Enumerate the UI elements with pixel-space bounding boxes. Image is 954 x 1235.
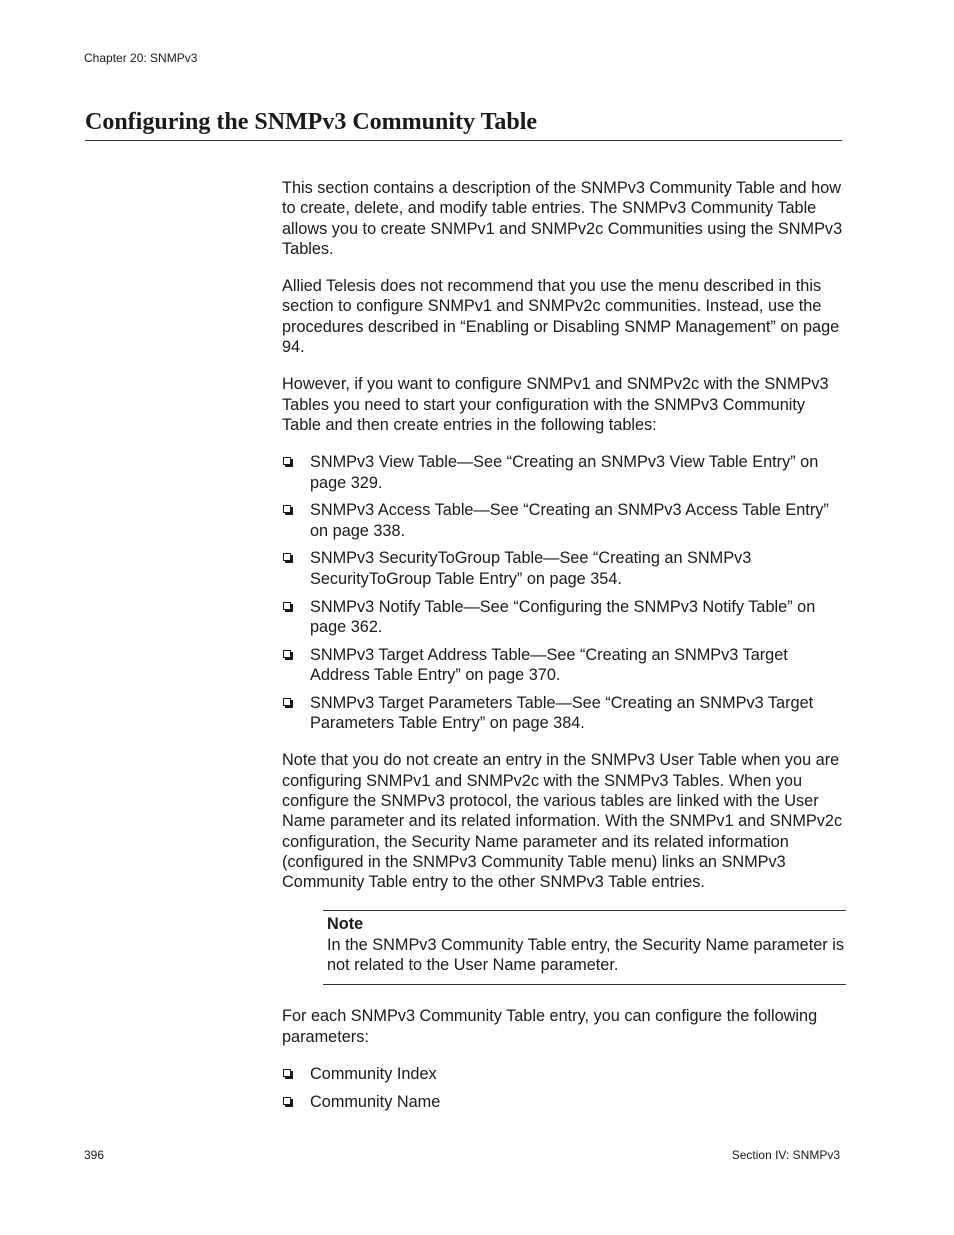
checkbox-bullet-icon	[283, 457, 291, 465]
checkbox-bullet-icon	[283, 698, 291, 706]
checkbox-bullet-icon	[283, 505, 291, 513]
list-item	[282, 1092, 847, 1112]
list-item	[282, 548, 847, 589]
checkbox-bullet-icon	[283, 1069, 291, 1077]
running-footer: Section IV: SNMPv3	[731, 1148, 840, 1162]
list-item	[282, 1064, 847, 1084]
paragraph-user-table: Note that you do not create an entry in the SNMPv3 User Table when you are configuring SNMPv1 and SNMPv2c with the SNMPv3 Tables. When you configure the SNMPv3 protocol, the various tables are linked with the User Name parameter and its related information. With the SNMPv1 and SNMPv2c configuration, the Security Name parameter and its related information (configured in the SNMPv3 Community Table menu) links an SNMPv3 Community Table entry to the other SNMPv3 Table entries.	[282, 751, 843, 892]
list-item	[282, 597, 847, 638]
list-item-text: SNMPv3 View Table—See “Creating an SNMPv3 View Table Entry” on page 329.	[310, 453, 819, 492]
body-text	[282, 178, 847, 1129]
parameter-list	[282, 1064, 847, 1112]
title-rule	[85, 140, 842, 141]
paragraph-intro: This section contains a description of the SNMPv3 Community Table and how to create, delete, and modify table entries. The SNMPv3 Community Table allows you to create SNMPv1 and SNMPv2c Communities using the SNMPv3 Tables.	[282, 179, 843, 258]
checkbox-bullet-icon	[283, 553, 291, 561]
paragraph-recommendation: Allied Telesis does not recommend that you use the menu described in this section to configure SNMPv1 and SNMPv2c communities. Instead, use the procedures described in “Enabling or Disabling SNMP Management” on page 94.	[282, 277, 840, 357]
list-item	[282, 452, 847, 493]
list-item-text: SNMPv3 Target Parameters Table—See “Creating an SNMPv3 Target Parameters Table Entry” on page 384.	[310, 693, 814, 733]
note-box	[323, 910, 846, 985]
page-number: 396	[84, 1148, 105, 1162]
list-item	[282, 693, 847, 734]
paragraph-parameters: For each SNMPv3 Community Table entry, you can configure the following parameters:	[282, 1007, 818, 1046]
section-title: Configuring the SNMPv3 Community Table	[85, 109, 538, 135]
checkbox-bullet-icon	[283, 602, 291, 610]
list-item-text: SNMPv3 Access Table—See “Creating an SNMPv3 Access Table Entry” on page 338.	[310, 501, 829, 540]
checkbox-bullet-icon	[283, 1097, 291, 1105]
running-header: Chapter 20: SNMPv3	[84, 51, 198, 65]
checkbox-bullet-icon	[283, 650, 291, 658]
list-item-text: SNMPv3 SecurityToGroup Table—See “Creating an SNMPv3 SecurityToGroup Table Entry” on page 354.	[310, 549, 752, 588]
list-item	[282, 500, 847, 541]
list-item	[282, 645, 847, 686]
list-item-text: Community Name	[310, 1092, 441, 1111]
list-item-text: SNMPv3 Target Address Table—See “Creating an SNMPv3 Target Address Table Entry” on page 370.	[310, 645, 788, 684]
table-list	[282, 452, 847, 733]
paragraph-configuration: However, if you want to configure SNMPv1 and SNMPv2c with the SNMPv3 Tables you need to start your configuration with the SNMPv3 Community Table and then create entries in the following tables:	[282, 375, 829, 434]
note-text: In the SNMPv3 Community Table entry, the Security Name parameter is not related to the User Name parameter.	[327, 935, 844, 974]
list-item-text: SNMPv3 Notify Table—See “Configuring the SNMPv3 Notify Table” on page 362.	[310, 597, 816, 636]
list-item-text: Community Index	[310, 1064, 437, 1083]
note-heading: Note	[327, 915, 364, 934]
